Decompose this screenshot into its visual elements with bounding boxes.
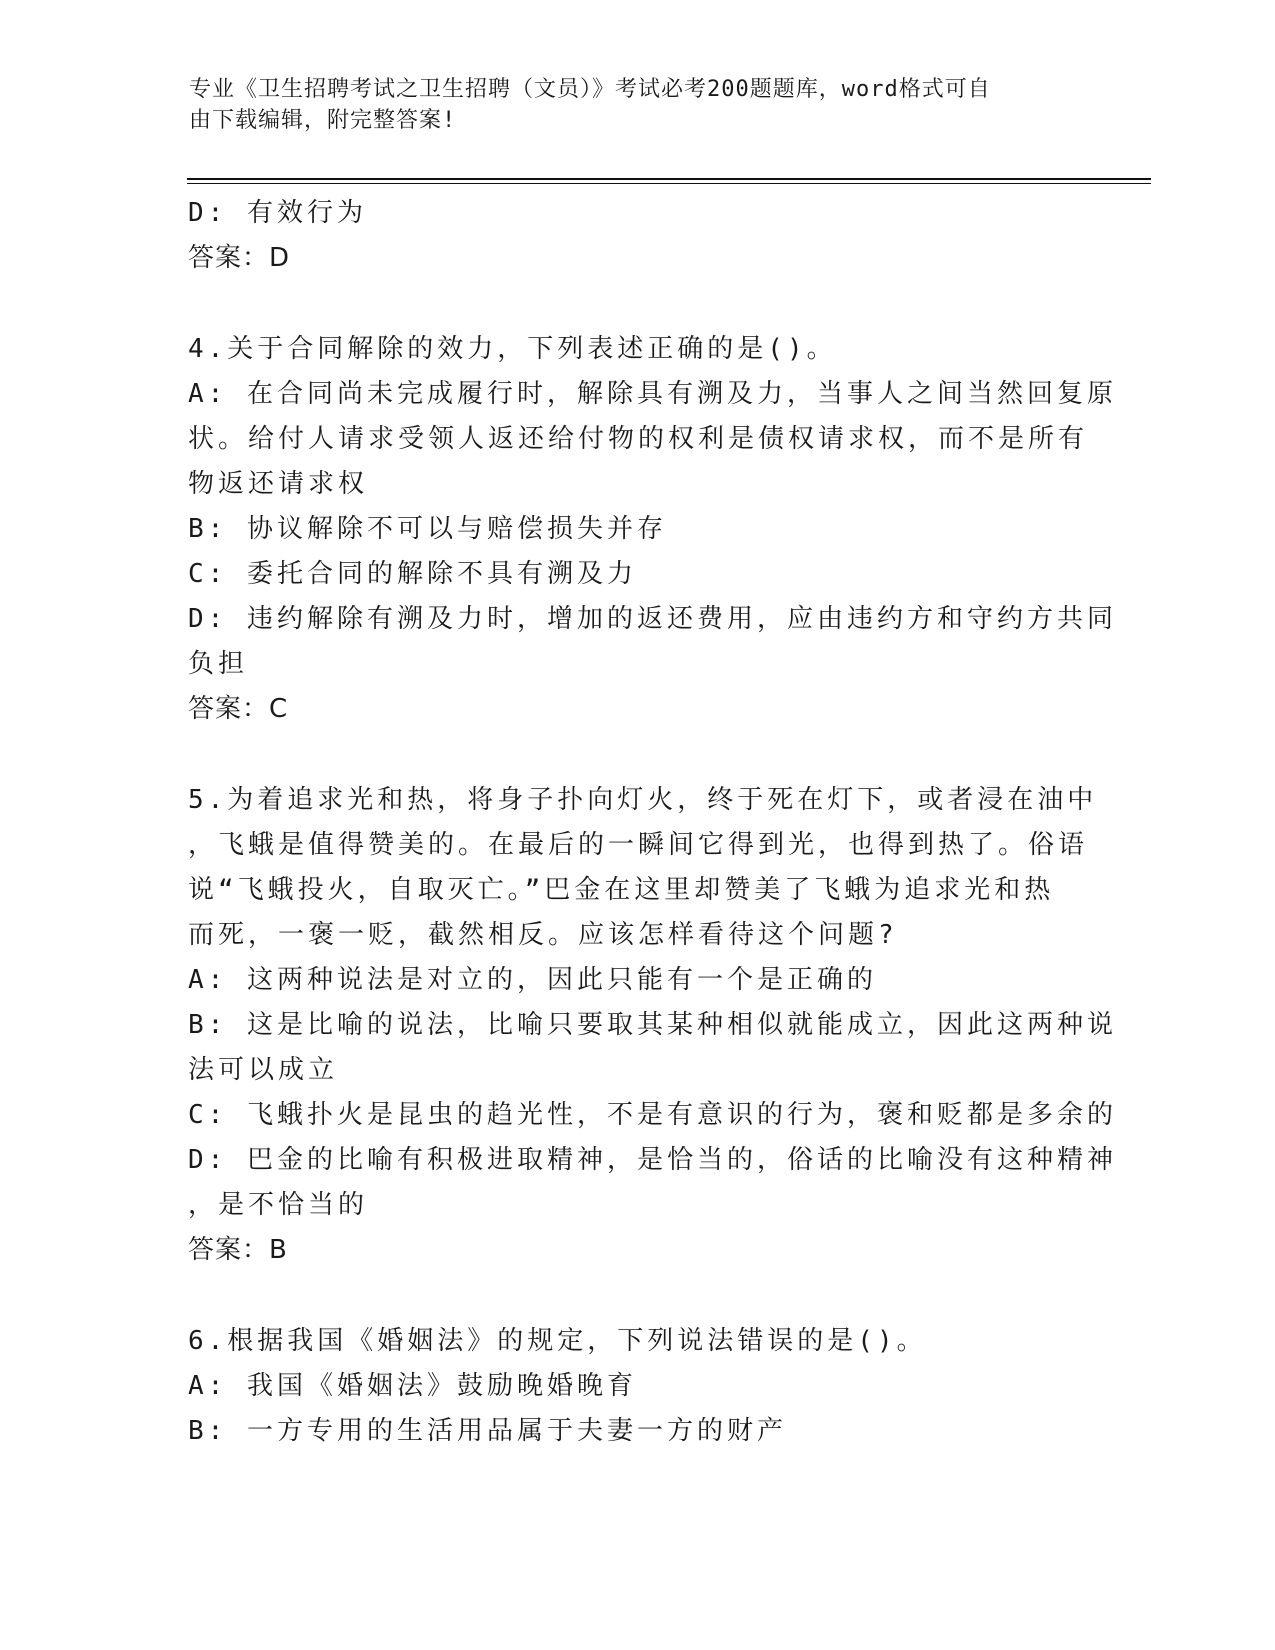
question-stem: 6.根据我国《婚姻法》的规定，下列说法错误的是()。 — [188, 1326, 927, 1356]
spacer — [188, 1273, 1068, 1319]
header-rule-thin — [187, 183, 1151, 184]
option-c: C: 飞蛾扑火是昆虫的趋光性，不是有意识的行为，褒和贬都是多余的 — [188, 1100, 1117, 1130]
option-b-cont: 法可以成立 — [188, 1055, 339, 1085]
answer: 答案：C — [188, 694, 289, 724]
option-a: A: 我国《婚姻法》鼓励晚婚晚育 — [188, 1371, 637, 1401]
answer: 答案：D — [188, 243, 291, 273]
option-a-cont: 状。给付人请求受领人返还给付物的权利是债权请求权，而不是所有 — [188, 424, 1089, 454]
option-a-cont: 物返还请求权 — [188, 469, 369, 499]
question-3-tail — [188, 191, 1068, 281]
page-header — [189, 74, 1069, 136]
question-stem: 4.关于合同解除的效力，下列表述正确的是()。 — [188, 334, 837, 364]
option-d: D: 违约解除有溯及力时，增加的返还费用，应由违约方和守约方共同 — [188, 604, 1117, 634]
spacer — [188, 281, 1068, 327]
option-b: B: 这是比喻的说法，比喻只要取其某种相似就能成立，因此这两种说 — [188, 1010, 1117, 1040]
option-d: D: 巴金的比喻有积极进取精神，是恰当的，俗话的比喻没有这种精神 — [188, 1145, 1117, 1175]
question-6 — [188, 1319, 1068, 1454]
header-line-2: 由下载编辑，附完整答案! — [189, 108, 457, 133]
document-body — [188, 191, 1117, 1454]
question-5 — [188, 778, 1117, 1273]
spacer — [188, 732, 1068, 778]
option-d: D: 有效行为 — [188, 198, 367, 228]
option-d-cont: ，是不恰当的 — [188, 1190, 369, 1220]
header-line-1: 专业《卫生招聘考试之卫生招聘（文员）》考试必考200题题库，word格式可自 — [189, 77, 991, 102]
option-b: B: 一方专用的生活用品属于夫妻一方的财产 — [188, 1416, 787, 1446]
option-c: C: 委托合同的解除不具有溯及力 — [188, 559, 637, 589]
question-stem: 5.为着追求光和热，将身子扑向灯火，终于死在灯下，或者浸在油中 — [188, 785, 1098, 815]
header-rule-thick — [187, 178, 1151, 180]
option-b: B: 协议解除不可以与赔偿损失并存 — [188, 514, 667, 544]
answer: 答案：B — [188, 1235, 288, 1265]
option-a: A: 在合同尚未完成履行时，解除具有溯及力，当事人之间当然回复原 — [188, 379, 1117, 409]
question-4 — [188, 327, 1117, 732]
question-stem-cont: 而死，一褒一贬，截然相反。应该怎样看待这个问题? — [188, 920, 898, 950]
option-d-cont: 负担 — [188, 649, 249, 679]
option-a: A: 这两种说法是对立的，因此只能有一个是正确的 — [188, 965, 877, 995]
question-stem-cont: 说“飞蛾投火，自取灭亡。”巴金在这里却赞美了飞蛾为追求光和热 — [188, 875, 1055, 905]
question-stem-cont: ，飞蛾是值得赞美的。在最后的一瞬间它得到光，也得到热了。俗语 — [188, 830, 1089, 860]
